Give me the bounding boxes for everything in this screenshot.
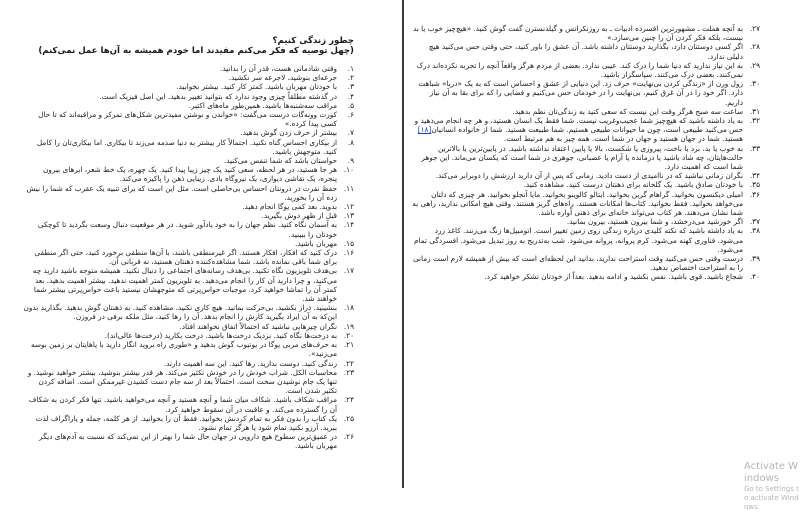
item-number: ۱۶. bbox=[343, 248, 354, 258]
item-number: ۲۱. bbox=[343, 340, 354, 350]
item-number: ۹. bbox=[347, 156, 354, 166]
item-text: زول ورن از «زندگی کردن بی‌نهایت» حرف زد. این دنیایی از عشق و احساس است که به یک «دریا» شباهت دارد. اگر خود را در آن غرق کنیم، بی‌نهایت را در خودمان حس می‌کنیم و فضایی را که برای بقا به آن نیاز داریم. bbox=[418, 79, 743, 107]
list-item bbox=[22, 165, 354, 183]
item-number: ۳۲. bbox=[749, 116, 760, 126]
advice-list-left bbox=[22, 64, 354, 451]
item-number: ۶. bbox=[347, 110, 354, 120]
watermark-line2: Go to Settings to activate Windows. bbox=[744, 485, 799, 511]
item-number: ۳۶. bbox=[749, 189, 760, 199]
item-text: به آسمان نگاه کنید. نظم جهان را به خود یادآور شوید. در هر موقعیت دنبال وسعت بگردید تا کوچکی خودتان را ببینید. bbox=[37, 220, 337, 239]
list-item bbox=[411, 42, 760, 60]
list-item bbox=[22, 322, 354, 331]
item-number: ۲۶. bbox=[343, 432, 354, 442]
watermark-line1: Activate Windows bbox=[744, 461, 799, 484]
footnote-link[interactable]: [۱۸] bbox=[417, 125, 432, 135]
advice-list-right bbox=[411, 24, 760, 282]
item-text: محاسبات الکل. شراب خودش را در خودش تکثیر می‌کند. هر قدر بیشتر بنوشید، بیشتر خواهید نوشید. و تنها یک جام نوشیدن سخت است. احتمالاً بعد از سه جام دست کشیدن غیرممکن است. اضافه کردن تکثیر شدن است. bbox=[27, 367, 337, 396]
list-item bbox=[22, 340, 354, 358]
list-item bbox=[22, 138, 354, 156]
item-text: مهربان باشید. bbox=[295, 238, 337, 248]
item-number: ۳۸. bbox=[749, 226, 760, 236]
list-item bbox=[411, 254, 760, 272]
list-item bbox=[22, 101, 354, 110]
item-text: نگران زمانی نباشید که در ناامیدی از دست دادید. زمانی که پس از آن دارید ارزشش را دوبرابر می‌کند. bbox=[435, 171, 743, 181]
item-number: ۳۱. bbox=[749, 106, 760, 116]
list-item bbox=[22, 156, 354, 165]
item-text: کورت وونه‌گات درست می‌گفت: «خواندن و نوشتن مفیدترین شکل‌های تمرکز و مراقبه‌اند که تا حال کسی پیدا کرده.» bbox=[38, 110, 337, 129]
item-number: ۱۲. bbox=[343, 202, 354, 212]
item-number: ۳۷. bbox=[749, 217, 760, 227]
list-item bbox=[411, 24, 760, 42]
list-item bbox=[22, 82, 354, 91]
item-text: شجاع باشید. قوی باشید. نفس بکشید و ادامه بدهید. بعداً از خودتان تشکر خواهید کرد. bbox=[484, 272, 743, 282]
list-item bbox=[22, 239, 354, 248]
item-text: از بیکاری احساس گناه نکنید. احتمالاً کار بیشتر به دنیا صدمه می‌زند تا بیکاری. اما بیکاری‌تان را کامل کنید. متوجهش باشید. bbox=[36, 137, 337, 156]
item-number: ۳۵. bbox=[749, 180, 760, 190]
list-item bbox=[22, 432, 354, 450]
item-text: وقتی شادمانی هست، قدر آن را بدانید. bbox=[220, 64, 337, 73]
item-text: بیشتر از حرف زدن گوش بدهید. bbox=[240, 128, 337, 138]
list-item bbox=[22, 110, 354, 128]
list-item bbox=[411, 79, 760, 107]
item-number: ۳۹. bbox=[749, 254, 760, 264]
list-item bbox=[22, 184, 354, 202]
item-text: در گذشته مطلقاً چیزی وجود ندارد که بتوانید تغییر بدهید. این اصل فیزیک است. bbox=[99, 91, 337, 101]
list-item bbox=[411, 226, 760, 254]
list-item bbox=[22, 303, 354, 321]
item-number: ۲۵. bbox=[343, 413, 354, 423]
item-number: ۱۸. bbox=[343, 303, 354, 313]
page-divider bbox=[402, 0, 404, 488]
item-number: ۲۴. bbox=[343, 395, 354, 405]
item-text: یک کتاب را بدون فکر به تمام کردنش بخوانید. فقط آن را بخوانید. از هر کلمه، جمله و پاراگراف لذت ببرید. آرزو نکنید تمام شود یا هرگز تمام نشود. bbox=[35, 413, 337, 432]
item-text: هر جا هستید، در هر لحظه، سعی کنید یک چیز زیبا پیدا کنید. یک چهره، یک خط شعر، ابرهای بیرون پنجره، یک نقاشی دیواری، یک نیروگاه بادی. زیبایی ذهن را پاکیزه می‌کند. bbox=[43, 165, 337, 184]
item-number: ۱۹. bbox=[343, 321, 354, 331]
list-item bbox=[22, 64, 354, 73]
item-text: اگر خورشید می‌درخشد، و شما بیرون هستید، بیرون بمانید. bbox=[566, 217, 743, 227]
item-number: ۲. bbox=[347, 73, 354, 83]
item-text: با خودتان مهربان باشید. کمتر کار کنید. بیشتر بخوابید. bbox=[176, 82, 337, 92]
item-number: ۷. bbox=[347, 128, 354, 138]
item-number: ۲۰. bbox=[343, 330, 354, 340]
item-text-continued: هستید. شما در جهان هستید و جهان در شما است. همه چیز به هم مرتبط است. bbox=[503, 134, 743, 144]
item-number: ۳۳. bbox=[749, 143, 760, 153]
item-text: بدوید. بعد کمی یوگا انجام دهید. bbox=[242, 202, 337, 212]
item-text: جرعه‌ای بنوشید، لاجرعه سر نکشید. bbox=[228, 73, 337, 83]
list-item bbox=[411, 107, 760, 116]
item-number: ۳. bbox=[347, 82, 354, 92]
item-text: بی‌هدف تلویزیون نگاه نکنید. بی‌هدف رسانه‌های اجتماعی را دنبال نکنید. همیشه متوجه باشید دارید چه می‌کنید، و چرا دارید آن کار را انجام می‌دهید. به تلویزیون کمتر اهمیت ندهید. بیشتر اهمیت بدهید. بعد کمتر آن را تماشا خواهید کرد. موجبات حواس‌پرتی که متوجهشان نیستید باعث حواس‌پرتی بیشتر شما خواهند شد. bbox=[32, 266, 337, 304]
list-item bbox=[22, 266, 354, 303]
list-item bbox=[411, 144, 760, 172]
item-number: ۱. bbox=[347, 64, 354, 73]
item-text: زندگی کنید. دوست بدارید. رها کنید. این سه اهمیت دارند. bbox=[163, 358, 337, 368]
list-item bbox=[22, 368, 354, 396]
document-subtitle: (چهل توصیه که فکر می‌کنم مفیدند اما خودم همیشه به آن‌ها عمل نمی‌کنم) bbox=[38, 46, 354, 56]
list-item bbox=[22, 220, 354, 238]
list-item bbox=[22, 128, 354, 137]
item-text: به این نیاز ندارید که دنیا شما را درک کند. عیبی ندارد. بعضی از مردم هرگز واقعاً آنچه را تجربه نکرده‌اند درک نمی‌کنند. بعضی درک می‌کنند. سپاسگزار باشید. bbox=[416, 60, 743, 80]
item-text: اگر کسی دوستتان دارد، بگذارید دوستتان داشته باشد. آن عشق را باور کنید، حتی وقتی حس می‌کنید هیچ دلیلی ندارد. bbox=[428, 42, 743, 61]
item-text: حواستان باشد که شما تنفس می‌کنید. bbox=[223, 156, 337, 166]
item-number: ۱۱. bbox=[343, 183, 354, 193]
item-number: ۲۳. bbox=[343, 367, 354, 377]
item-number: ۳۴. bbox=[749, 171, 760, 181]
item-number: ۵. bbox=[347, 100, 354, 110]
list-item bbox=[411, 272, 760, 281]
item-text: نگران چیزهایی نباشید که احتمالاً اتفاق نخواهند افتاد. bbox=[179, 321, 337, 331]
list-item bbox=[411, 116, 760, 144]
item-text: به یاد داشته باشید که نکته کلیدی درباره زندگی روی زمین تغییر است. اتومبیل‌ها زنگ می‌زنند. کاغذ زرد می‌شود. فناوری کهنه می‌شود. کرم پروانه، پروانه می‌شود. شب به‌تدریج به روز تبدیل می‌شود. افسردگی تمام می‌شود. bbox=[414, 226, 743, 254]
activate-windows-watermark bbox=[744, 461, 800, 512]
item-text: بنشینید. دراز بکشید. بی‌حرکت بمانید. هیچ کاری نکنید. مشاهده کنید. به ذهنتان گوش بدهید. بگذارید بدون این‌که به آن ایراد بگیرید کارش را انجام بدهد. آن را رها کنید، مثل ملکه برفی در فروزن. bbox=[23, 303, 337, 322]
item-text: در عمیق‌ترین سطوح هیچ دارویی در جهان حال شما را بهتر از این نمی‌کند که نسبت به آدم‌های دیگر مهربان باشید. bbox=[39, 432, 337, 451]
item-number: ۱۰. bbox=[343, 165, 354, 175]
item-text: ساعت سه صبح هرگز وقت این نیست که سعی کنید به زندگی‌تان نظم بدهید. bbox=[512, 106, 743, 116]
item-number: ۱۴. bbox=[343, 220, 354, 230]
left-page bbox=[0, 0, 400, 451]
right-page bbox=[405, 0, 800, 282]
list-item bbox=[22, 395, 354, 413]
document-title: چطور زندگی کنیم؟ bbox=[272, 36, 354, 46]
item-text: قبل از ظهر دوش بگیرید. bbox=[261, 211, 337, 221]
item-number: ۴. bbox=[347, 91, 354, 101]
list-item bbox=[411, 217, 760, 226]
item-text: حفظ نفرت در درونتان احساس بی‌حاصلی است. مثل این است که برای تنبیه یک عقرب که شما را نیش زده آن را بخورید. bbox=[26, 183, 337, 202]
item-number: ۱۵. bbox=[343, 238, 354, 248]
item-text: به خوب یا بد، برد یا باخت، پیروزی یا شکست، بالا یا پایین اعتقاد نداشته باشید. در پایین‌ترین یا بالاترین حالت‌هایتان، چه شاد باشید یا درمانده یا آرام یا عصبانی، جوهری در شما است که یکسان می‌ماند. این جوهر شما است که اهمیت دارد. bbox=[421, 143, 743, 172]
item-text: درک کنید که افکار، افکار هستند. اگر غیرمنطقی باشند، با آن‌ها منطقی برخورد کنید، حتی اگر منطقی برای شما باقی نمانده باشد. شما مشاهده‌کننده ذهنتان هستید، نه قربانی آن. bbox=[34, 248, 337, 267]
item-text: به آنچه هملت ـ مشهورترین افسرده ادبیات ـ به روزنکرانس و گیلدنسترن گفت گوش کنید. «هیچ‌چیز خوب یا بد نیست، بلکه فکر کردن آن را چنین می‌سازد.» bbox=[412, 24, 743, 43]
list-item bbox=[411, 190, 760, 218]
item-number: ۸. bbox=[347, 137, 354, 147]
item-text: به یاد داشته باشید که هیچ‌چیز شما عجیب‌وغریب نیست. شما فقط یک انسان هستید، و هر چه انجام می‌دهید و حس می‌کنید طبیعی است، چون ما حیوانات طبیعی هستیم. شما طبیعت هستید. شما از خانواده انسانیان bbox=[414, 116, 743, 135]
list-item bbox=[22, 414, 354, 432]
list-item bbox=[22, 248, 354, 266]
list-item bbox=[411, 171, 760, 180]
item-text: امیلی دیکنسون بخوانید. گراهام گرین بخوانید. ایتالو کالوینو بخوانید. مایا آنجلو بخوانید. هر چیزی که دلتان می‌خواهد بخوانید. فقط بخوانید. کتاب‌ها امکانات هستند. راه‌های گریز هستند. وقتی هیچ امکانی ندارید، راهی به شما نشان می‌دهند. هر کتاب می‌تواند خانه‌ای برای ذهنی آواره باشد. bbox=[412, 189, 743, 218]
item-number: ۳۰. bbox=[749, 79, 760, 89]
item-number: ۲۷. bbox=[749, 24, 760, 33]
item-text: به درخت‌ها نگاه کنید. نزدیک درخت‌ها باشید. درخت بکارید (درخت‌ها عالی‌اند). bbox=[104, 330, 337, 340]
item-text: مراقب سه‌شنبه‌ها باشید. همین‌طور ماه‌های اکتبر. bbox=[188, 100, 337, 110]
list-item bbox=[22, 359, 354, 368]
list-item bbox=[22, 92, 354, 101]
list-item bbox=[411, 180, 760, 189]
item-number: ۲۸. bbox=[749, 42, 760, 52]
item-number: ۴۰. bbox=[749, 272, 760, 282]
list-item bbox=[22, 73, 354, 82]
item-number: ۱۷. bbox=[343, 266, 354, 276]
list-item bbox=[22, 202, 354, 211]
list-item bbox=[411, 61, 760, 79]
item-text: مراقب شکاف باشید. شکاف میان شما و آنچه هستید و آنچه می‌خواهید باشید. تنها فکر کردن به شکاف آن را گسترده می‌کند. و عاقبت در آن سقوط خواهید کرد. bbox=[28, 395, 337, 414]
item-text: با خودتان صادق باشید. یک گلخانه برای ذهنتان درست کنید. مشاهده کنید. bbox=[523, 180, 743, 190]
item-number: ۲۹. bbox=[749, 60, 760, 70]
item-number: ۱۳. bbox=[343, 211, 354, 221]
list-item bbox=[22, 331, 354, 340]
item-text: درست وقتی حس می‌کنید وقت استراحت ندارید، بدانید این لحظه‌ای است که بیش از همیشه لازم است زمانی را به استراحت اختصاص بدهید. bbox=[412, 254, 743, 273]
item-text: به حرف‌های مربی یوگا در یوتیوب گوش بدهید و «طوری راه بروید انگار دارید با پاهایتان بر زمین بوسه می‌زنید». bbox=[30, 340, 337, 359]
item-number: ۲۲. bbox=[343, 358, 354, 368]
